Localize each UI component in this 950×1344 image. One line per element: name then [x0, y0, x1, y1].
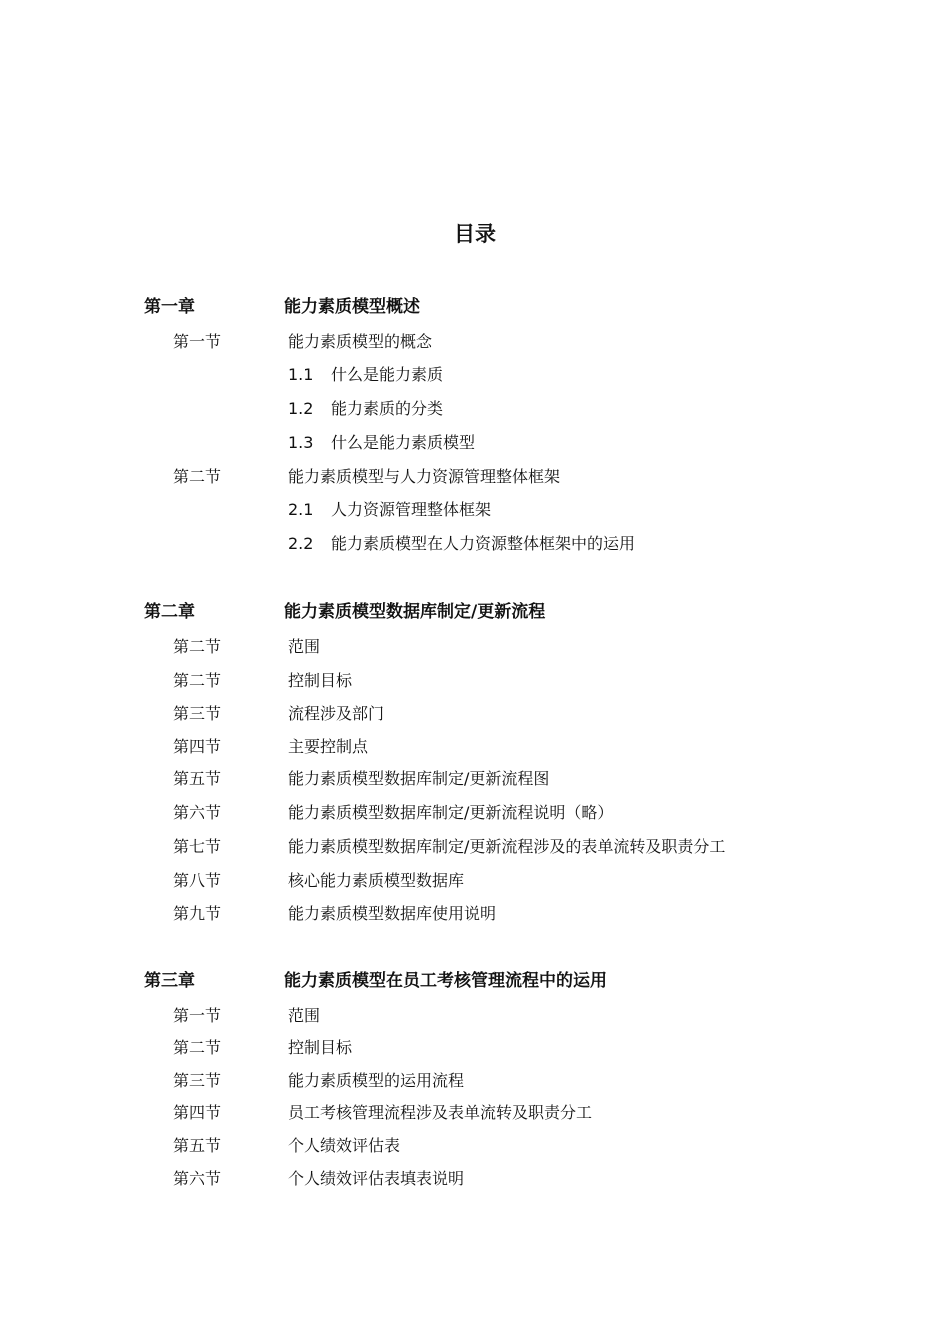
toc-section[interactable]: [0, 666, 950, 696]
toc-section[interactable]: [0, 1098, 950, 1128]
section-title: 能力素质模型的运用流程: [288, 1071, 465, 1090]
section-label: 第二节: [173, 637, 222, 656]
toc-chapter-2[interactable]: [0, 597, 950, 627]
section-label: 第五节: [173, 1136, 222, 1155]
section-title: 能力素质模型数据库使用说明: [288, 904, 497, 923]
toc-section[interactable]: [0, 699, 950, 729]
toc-subsection[interactable]: [0, 394, 950, 424]
section-label: 第一节: [173, 1006, 222, 1025]
toc-section[interactable]: [0, 732, 950, 762]
section-label: 第二节: [173, 467, 222, 486]
toc-section[interactable]: [0, 462, 950, 492]
section-title: 范围: [288, 1006, 321, 1025]
toc-section[interactable]: [0, 1066, 950, 1096]
chapter-title: 能力素质模型概述: [284, 297, 420, 317]
toc-section[interactable]: [0, 1033, 950, 1063]
toc-section[interactable]: [0, 899, 950, 929]
page-title: 目录: [454, 222, 496, 246]
section-label: 第七节: [173, 837, 222, 856]
section-title: 主要控制点: [288, 737, 369, 756]
section-title: 员工考核管理流程涉及表单流转及职责分工: [288, 1103, 593, 1122]
section-title: 能力素质模型数据库制定/更新流程图: [288, 769, 550, 788]
section-title: 控制目标: [288, 1038, 353, 1057]
subsection-title: 人力资源管理整体框架: [331, 500, 492, 519]
section-title: 个人绩效评估表: [288, 1136, 401, 1155]
section-title: 能力素质模型与人力资源管理整体框架: [288, 467, 561, 486]
toc-chapter-1[interactable]: [0, 292, 950, 322]
subsection-title: 什么是能力素质模型: [331, 433, 476, 452]
subsection-number: 1.2: [288, 399, 314, 418]
toc-section[interactable]: [0, 1164, 950, 1194]
subsection-number: 1.1: [288, 365, 314, 384]
section-label: 第八节: [173, 871, 222, 890]
section-title: 个人绩效评估表填表说明: [288, 1169, 465, 1188]
section-title: 流程涉及部门: [288, 704, 385, 723]
toc-subsection[interactable]: [0, 529, 950, 559]
toc-subsection[interactable]: [0, 428, 950, 458]
chapter-title: 能力素质模型数据库制定/更新流程: [284, 602, 546, 622]
section-label: 第五节: [173, 769, 222, 788]
toc-section[interactable]: [0, 632, 950, 662]
chapter-label: 第一章: [144, 297, 195, 317]
section-title: 范围: [288, 637, 321, 656]
toc-section[interactable]: [0, 764, 950, 794]
subsection-title: 能力素质的分类: [331, 399, 444, 418]
section-label: 第六节: [173, 803, 222, 822]
section-label: 第三节: [173, 1071, 222, 1090]
toc-section[interactable]: [0, 1131, 950, 1161]
subsection-number: 2.2: [288, 534, 314, 553]
toc-section[interactable]: [0, 798, 950, 828]
toc-chapter-3[interactable]: [0, 966, 950, 996]
subsection-number: 1.3: [288, 433, 314, 452]
section-label: 第六节: [173, 1169, 222, 1188]
toc-subsection[interactable]: [0, 495, 950, 525]
section-label: 第四节: [173, 1103, 222, 1122]
section-title: 核心能力素质模型数据库: [288, 871, 465, 890]
chapter-label: 第三章: [144, 971, 195, 991]
toc-section[interactable]: [0, 1001, 950, 1031]
toc-section[interactable]: [0, 866, 950, 896]
toc-section[interactable]: [0, 327, 950, 357]
subsection-number: 2.1: [288, 500, 314, 519]
section-label: 第二节: [173, 671, 222, 690]
section-label: 第四节: [173, 737, 222, 756]
section-label: 第九节: [173, 904, 222, 923]
section-label: 第二节: [173, 1038, 222, 1057]
chapter-title: 能力素质模型在员工考核管理流程中的运用: [284, 971, 607, 991]
subsection-title: 什么是能力素质: [331, 365, 444, 384]
section-title: 能力素质模型的概念: [288, 332, 433, 351]
section-label: 第三节: [173, 704, 222, 723]
toc-subsection[interactable]: [0, 360, 950, 390]
subsection-title: 能力素质模型在人力资源整体框架中的运用: [331, 534, 636, 553]
toc-section[interactable]: [0, 832, 950, 862]
section-title: 控制目标: [288, 671, 353, 690]
chapter-label: 第二章: [144, 602, 195, 622]
section-label: 第一节: [173, 332, 222, 351]
section-title: 能力素质模型数据库制定/更新流程涉及的表单流转及职责分工: [288, 837, 726, 856]
section-title: 能力素质模型数据库制定/更新流程说明（略）: [288, 803, 614, 822]
